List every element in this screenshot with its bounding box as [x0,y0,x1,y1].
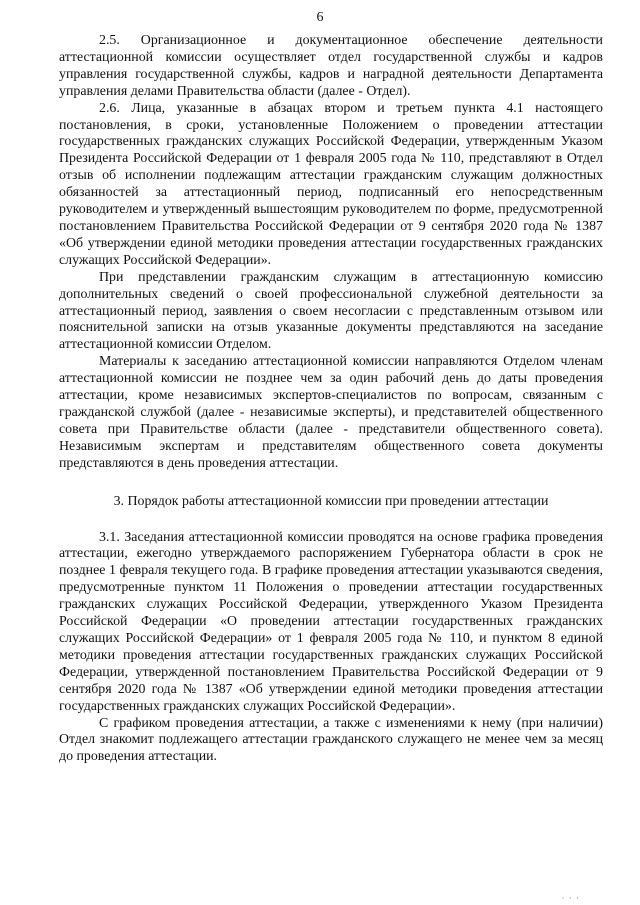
paragraph-materials-distribution: Материалы к заседанию аттестационной комиссии направляются Отделом членам аттестационной комиссии не позднее чем за один рабочий день до даты проведения аттестации, кроме независимых экспертов-специалистов по вопросам, связанным с гражданской службой (далее - независимые эксперты), и представителей общественного совета при Правительстве области (далее - представители общественного совета). Независимым экспертам и представителям общественного совета документы представляются в день проведения аттестации. [59,354,603,471]
paragraph-2-6: 2.6. Лица, указанные в абзацах втором и третьем пункта 4.1 настоящего постановления, в сроки, установленные Положением о проведении аттестации государственных гражданских служащих Российской Федерации, утвержденным Указом Президента Российской Федерации от 1 февраля 2005 года № 110, представляют в Отдел отзыв об исполнении подлежащим аттестации гражданским служащим должностных обязанностей за аттестационный период, подписанный его непосредственным руководителем и утвержденный вышестоящим руководителем по форме, предусмотренной постановлением Правительства Российской Федерации от 9 сентября 2020 года № 1387 «Об утверждении единой методики проведения аттестации государственных гражданских служащих Российской Федерации». [59,100,603,268]
paragraph-additional-materials: При представлении гражданским служащим в аттестационную комиссию дополнительных сведений о своей профессиональной служебной деятельности за аттестационный период, заявления о своем несогласии с представленным отзывом или пояснительной записки на отзыв указанные документы представляются на заседание аттестационной комиссии Отделом. [59,269,603,353]
paragraph-3-1: 3.1. Заседания аттестационной комиссии проводятся на основе графика проведения аттестации, ежегодно утверждаемого распоряжением Губернатора области в срок не позднее 1 февраля текущего года. В графике проведения аттестации указываются сведения, предусмотренные пунктом 11 Положения о проведении аттестации государственных гражданских служащих Российской Федерации, утвержденного Указом Президента Российской Федерации «О проведении аттестации государственных гражданских служащих Российской Федерации» от 1 февраля 2005 года № 110, и пунктом 8 единой методики проведения аттестации государственных гражданских служащих Российской Федерации, утвержденной постановлением Правительства Российской Федерации от 9 сентября 2020 года № 1387 «Об утверждении единой методики проведения аттестации государственных гражданских служащих Российской Федерации». [59,529,603,714]
corner-mark: · · · [561,893,580,903]
paragraph-schedule-notice: С графиком проведения аттестации, а также с изменениями к нему (при наличии) Отдел знакомит подлежащего аттестации гражданского служащего не менее чем за месяц до проведения аттестации. [59,715,603,765]
section-heading: 3. Порядок работы аттестационной комиссии при проведении аттестации [113,493,549,509]
page-number: 6 [316,10,324,25]
paragraph-2-5: 2.5. Организационное и документационное обеспечение деятельности аттестационной комиссии осуществляет отдел государственной службы и кадров управления государственной службы, кадров и наградной деятельности Департамента управления делами Правительства области (далее - Отдел). [59,33,603,99]
document-body [59,33,603,766]
